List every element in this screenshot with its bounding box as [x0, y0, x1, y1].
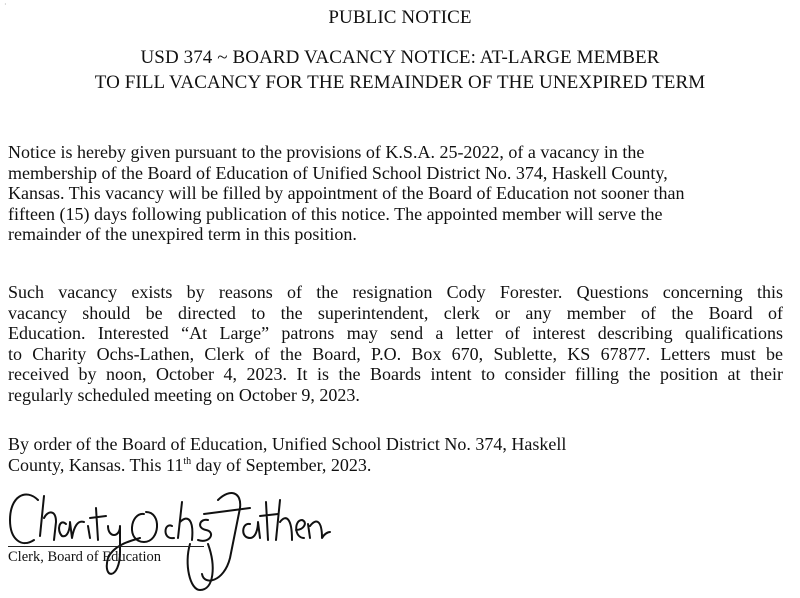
paragraph-line: regularly scheduled meeting on October 9, 2023.	[8, 384, 360, 405]
paragraph-line: remainder of the unexpired term in this position.	[8, 224, 357, 244]
signer-title: Clerk, Board of Education	[8, 549, 162, 565]
paragraph-line: Kansas. This vacancy will be filled by appointment of the Board of Education not sooner than	[8, 183, 685, 203]
notice-title-line-1: USD 374 ~ BOARD VACANCY NOTICE: AT-LARGE MEMBER	[140, 47, 660, 68]
paragraph-line: to Charity Ochs-Lathen, Clerk of the Board, P.O. Box 670, Sublette, KS 67877. Letters must be	[8, 343, 783, 364]
notice-title-line-2: TO FILL VACANCY FOR THE REMAINDER OF THE UNEXPIRED TERM	[94, 72, 706, 93]
paragraph-order	[8, 434, 783, 475]
paragraph-line: Education. Interested “At Large” patrons may send a letter of interest describing qualifications	[8, 323, 783, 343]
paragraph-line: Notice is hereby given pursuant to the provisions of K.S.A. 25-2022, of a vacancy in the	[8, 142, 645, 162]
signature-line	[8, 546, 204, 547]
paragraph-line: Such vacancy exists by reasons of the resignation Cody Forester. Questions concerning this	[8, 282, 783, 302]
paragraph-vacancy-details	[8, 282, 783, 405]
paragraph-vacancy-notice	[8, 142, 783, 245]
scan-mark: ·	[4, 0, 7, 9]
paragraph-line: fifteen (15) days following publication of this notice. The appointed member will serve the	[8, 203, 663, 224]
paragraph-line: By order of the Board of Education, Unified School District No. 374, Haskell	[8, 434, 567, 454]
order-date-text-end: day of September, 2023.	[191, 454, 372, 475]
paragraph-line: membership of the Board of Education of Unified School District No. 374, Haskell County,	[8, 162, 668, 183]
ordinal-suffix: th	[183, 455, 192, 467]
paragraph-line: vacancy should be directed to the superintendent, clerk or any member of the Board of	[8, 302, 783, 323]
paragraph-line	[8, 455, 783, 476]
order-date-text: County, Kansas. This 11	[8, 454, 184, 475]
handwritten-signature	[4, 478, 334, 596]
notice-heading: PUBLIC NOTICE	[328, 7, 472, 28]
paragraph-line: received by noon, October 4, 2023. It is the Boards intent to consider filling the position at their	[8, 364, 783, 384]
